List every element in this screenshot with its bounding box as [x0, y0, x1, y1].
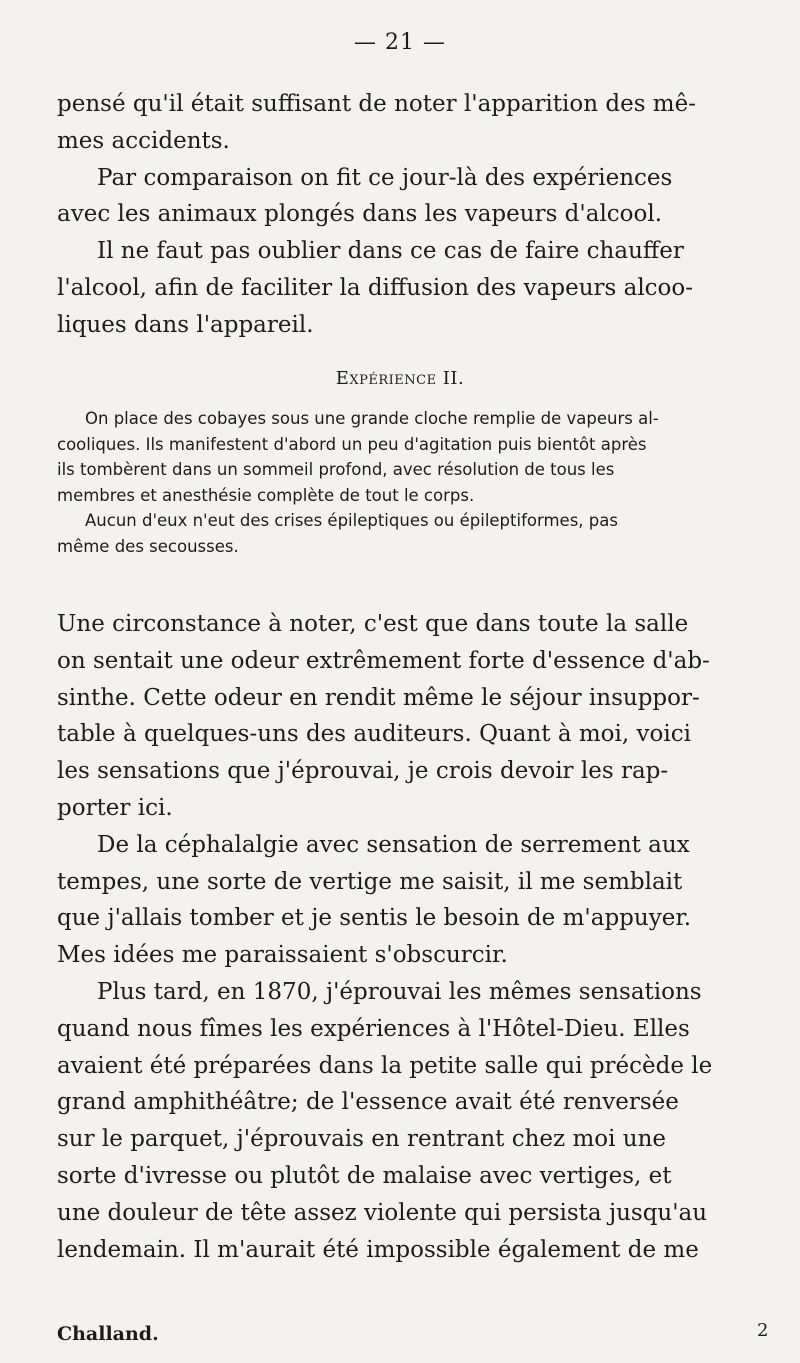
- text-line: Aucun d'eux n'eut des crises épileptiques ou épileptiformes, pas: [85, 511, 618, 530]
- text-line: De la céphalalgie avec sensation de serrement aux: [97, 831, 690, 858]
- text-line: une douleur de tête assez violente qui persista jusqu'au: [57, 1199, 708, 1226]
- text-line: les sensations que j'éprouvai, je crois devoir les rap-: [57, 758, 669, 785]
- text-line: On place des cobayes sous une grande cloche remplie de vapeurs al-: [85, 409, 659, 428]
- text-line: lendemain. Il m'aurait été impossible également de me: [57, 1236, 699, 1263]
- text-line: ils tombèrent dans un sommeil profond, avec résolution de tous les: [57, 460, 615, 479]
- section-heading: Expérience II.: [335, 368, 465, 389]
- text-line: Il ne faut pas oublier dans ce cas de faire chauffer: [97, 238, 684, 265]
- text-line: quand nous fîmes les expériences à l'Hôtel-Dieu. Elles: [57, 1015, 690, 1042]
- text-line: membres et anesthésie complète de tout le corps.: [57, 485, 475, 505]
- text-line: porter ici.: [57, 794, 173, 821]
- text-line: mes accidents.: [57, 127, 230, 154]
- experiment-description: [57, 406, 775, 559]
- signature-mark: 2: [757, 1320, 769, 1341]
- text-line: liques dans l'appareil.: [57, 311, 314, 338]
- text-line: l'alcool, afin de faciliter la diffusion des vapeurs alcoo-: [57, 274, 694, 301]
- text-line: on sentait une odeur extrêmement forte d'essence d'ab-: [57, 647, 710, 674]
- text-line: Une circonstance à noter, c'est que dans toute la salle: [57, 611, 689, 637]
- text-line: sinthe. Cette odeur en rendit même le séjour insuppor-: [57, 684, 700, 711]
- text-line: table à quelques-uns des auditeurs. Quant à moi, voici: [57, 721, 691, 748]
- text-line: cooliques. Ils manifestent d'abord un peu d'agitation puis bientôt après: [57, 434, 647, 454]
- text-line: même des secousses.: [57, 536, 239, 556]
- text-line: pensé qu'il était suffisant de noter l'apparition des mê-: [57, 91, 697, 117]
- text-line: Plus tard, en 1870, j'éprouvai les mêmes sensations: [97, 978, 702, 1005]
- text-line: grand amphithéâtre; de l'essence avait été renversée: [57, 1089, 679, 1116]
- text-line: avec les animaux plongés dans les vapeurs d'alcool.: [57, 201, 663, 228]
- footer-author: Challand.: [57, 1323, 159, 1345]
- text-line: Mes idées me paraissaient s'obscurcir.: [57, 942, 508, 969]
- text-line: sorte d'ivresse ou plutôt de malaise avec vertiges, et: [57, 1162, 672, 1189]
- text-line: Par comparaison on fit ce jour-là des expériences: [97, 164, 673, 191]
- text-line: avaient été préparées dans la petite salle qui précède le: [57, 1052, 713, 1079]
- main-paragraphs: [57, 606, 775, 1268]
- intro-paragraphs: [57, 86, 775, 344]
- text-line: que j'allais tomber et je sentis le besoin de m'appuyer.: [57, 905, 692, 932]
- text-line: tempes, une sorte de vertige me saisit, il me semblait: [57, 868, 683, 895]
- page-number: — 21 —: [354, 30, 446, 55]
- text-line: sur le parquet, j'éprouvais en rentrant chez moi une: [57, 1126, 667, 1153]
